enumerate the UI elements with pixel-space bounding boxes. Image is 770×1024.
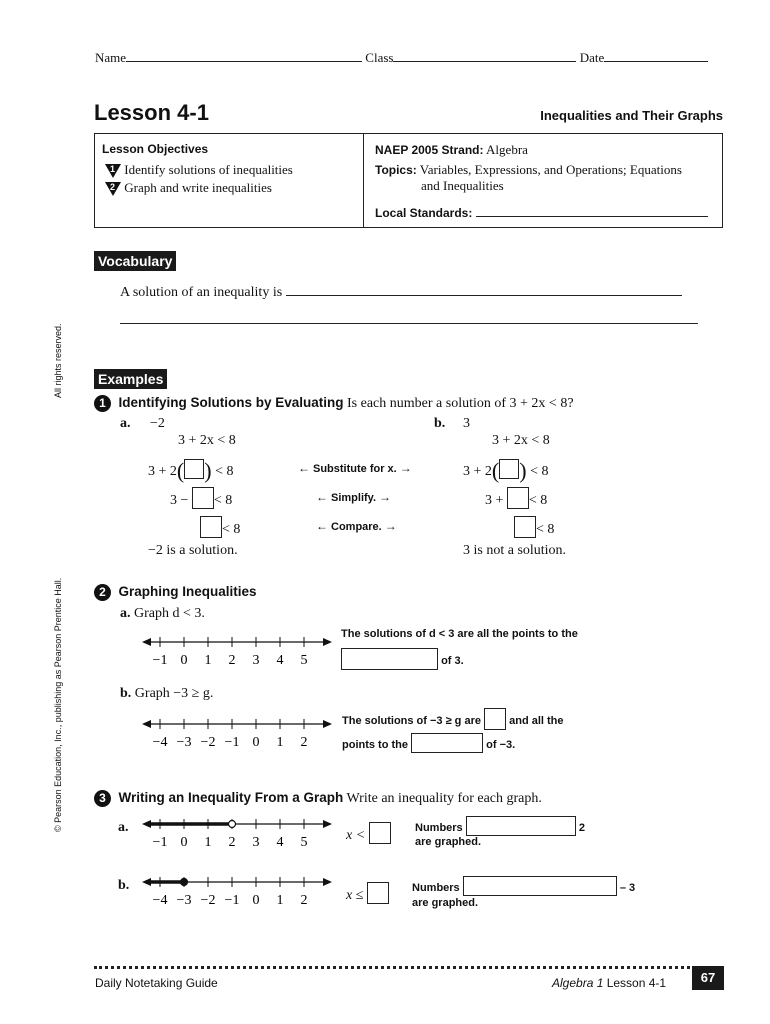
objectives-divider — [363, 134, 364, 227]
tick-label: −2 — [200, 893, 216, 908]
ex3-b-label: b. — [118, 878, 130, 893]
ex1-b-result: 3 is not a solution. — [463, 543, 567, 558]
answer-box[interactable] — [184, 459, 204, 479]
topics: Topics: Variables, Expressions, and Operations; Equations — [375, 162, 682, 177]
vocabulary-label: Vocabulary — [94, 251, 176, 271]
ex1-a-label: a. — [120, 416, 131, 431]
name-label: Name — [95, 50, 127, 65]
answer-box[interactable] — [514, 516, 536, 538]
answer-box[interactable] — [341, 648, 438, 670]
number-line-3b — [138, 874, 338, 910]
step-substitute: ← Substitute for x. → — [298, 461, 412, 475]
ex1-a-result: −2 is a solution. — [148, 543, 238, 558]
answer-box[interactable] — [499, 459, 519, 479]
tick-label: 2 — [300, 893, 308, 908]
step-simplify: ← Simplify. → — [316, 490, 392, 504]
tick-label: −1 — [152, 653, 168, 668]
local-standards: Local Standards: — [375, 205, 708, 221]
objective-1: 1 Identify solutions of inequalities — [105, 162, 293, 178]
tick-label: −1 — [224, 893, 240, 908]
tick-label: 5 — [300, 653, 308, 668]
example-3-heading: 3 Writing an Inequality From a Graph Write an inequality for each graph. — [94, 790, 542, 807]
tick-label: 0 — [252, 893, 260, 908]
ex1-b-label: b. — [434, 416, 446, 431]
tick-label: 2 — [228, 835, 236, 850]
date-field[interactable] — [604, 61, 708, 62]
example-number-icon: 1 — [94, 395, 111, 412]
answer-box[interactable] — [200, 516, 222, 538]
answer-box[interactable] — [466, 816, 576, 836]
tick-label: 2 — [228, 653, 236, 668]
vocabulary-answer-line-1[interactable] — [286, 295, 682, 296]
ex1-b-value: 3 — [463, 416, 470, 431]
objective-2: 2 Graph and write inequalities — [105, 180, 272, 196]
example-2-heading: 2 Graphing Inequalities — [94, 584, 257, 601]
name-field[interactable] — [126, 61, 362, 62]
answer-box[interactable] — [507, 487, 529, 509]
tick-label: 4 — [276, 653, 284, 668]
answer-box[interactable] — [367, 882, 389, 904]
header-fields — [95, 50, 708, 66]
ex1-a-simplify: 3 − < 8 — [170, 487, 232, 509]
ex3-a-numbers: Numbers 2 — [415, 816, 585, 836]
ex1-b-compare: < 8 — [514, 516, 554, 538]
ex3-b-numbers: Numbers – 3 — [412, 876, 635, 896]
page-number: 67 — [692, 966, 724, 990]
ex2-b-solution-text: The solutions of −3 ≥ g are and all the — [342, 708, 564, 730]
ex1-b-substitute: 3 + 2( ) < 8 — [463, 458, 549, 483]
ex1-a-value: −2 — [150, 416, 165, 431]
number-line-3b-graph — [142, 877, 332, 908]
number-line-2b[interactable] — [138, 716, 338, 752]
tick-label: 1 — [204, 653, 212, 668]
ex2-a-solution-line2: of 3. — [341, 648, 464, 670]
class-field[interactable] — [393, 61, 576, 62]
arrow-right-icon — [323, 878, 332, 886]
number-line-2a-graph — [142, 637, 332, 668]
ex1-b-ineq: 3 + 2x < 8 — [492, 433, 550, 448]
ex3-b-ineq: x ≤ — [346, 882, 389, 904]
ex3-a-ineq: x < — [346, 822, 391, 844]
ex3-b-graphed: are graphed. — [412, 897, 479, 909]
vocabulary-prompt: A solution of an inequality is — [120, 285, 682, 301]
date-label: Date — [579, 50, 605, 65]
example-number-icon: 2 — [94, 584, 111, 601]
ex2-a-solution-text: The solutions of d < 3 are all the points to the — [341, 628, 578, 640]
ex2-a-prompt: a. Graph d < 3. — [120, 606, 205, 621]
tick-label: −2 — [200, 735, 216, 750]
example-1-heading: 1 Identifying Solutions by Evaluating Is each number a solution of 3 + 2x < 8? — [94, 395, 574, 412]
tick-label: −4 — [152, 735, 168, 750]
answer-box[interactable] — [463, 876, 617, 896]
answer-box[interactable] — [192, 487, 214, 509]
tick-label: 5 — [300, 835, 308, 850]
examples-label: Examples — [94, 369, 167, 389]
tick-label: −1 — [224, 735, 240, 750]
topics-line-2: and Inequalities — [421, 178, 504, 193]
answer-box[interactable] — [484, 708, 506, 730]
arrow-right-icon — [323, 820, 332, 828]
tick-label: 0 — [180, 835, 188, 850]
tick-label: −1 — [152, 835, 168, 850]
ex2-b-prompt: b. Graph −3 ≥ g. — [120, 686, 214, 701]
tick-label: 1 — [204, 835, 212, 850]
step-compare: ← Compare. → — [316, 519, 397, 533]
answer-box[interactable] — [411, 733, 483, 753]
vocabulary-answer-line-2[interactable] — [120, 323, 698, 324]
lesson-title: Lesson 4-1 — [94, 100, 209, 125]
tick-label: −4 — [152, 893, 168, 908]
arrow-right-icon — [323, 720, 332, 728]
tick-label: 0 — [180, 653, 188, 668]
arrow-right-icon — [323, 638, 332, 646]
answer-box[interactable] — [369, 822, 391, 844]
copyright-text: © Pearson Education, Inc., publishing as Pearson Prentice Hall. — [53, 577, 63, 832]
number-line-3a — [138, 816, 338, 852]
ex1-a-compare: < 8 — [200, 516, 240, 538]
footer-left: Daily Notetaking Guide — [95, 976, 218, 990]
lesson-subtitle: Inequalities and Their Graphs — [540, 108, 723, 123]
open-circle-icon — [229, 821, 236, 828]
local-standards-field[interactable] — [476, 216, 708, 217]
footer-dotted-rule — [94, 966, 690, 969]
tick-label: 3 — [252, 835, 260, 850]
class-label: Class — [365, 50, 394, 65]
arrow-left-icon — [142, 720, 151, 728]
tick-label: −3 — [176, 735, 192, 750]
tick-label: 0 — [252, 735, 260, 750]
ex3-a-label: a. — [118, 820, 129, 835]
ex3-a-graphed: are graphed. — [415, 836, 482, 848]
naep-strand: NAEP 2005 Strand: Algebra — [375, 142, 528, 157]
objectives-box — [94, 133, 723, 228]
closed-circle-icon — [181, 879, 188, 886]
footer-right: Algebra 1 Lesson 4-1 — [552, 976, 667, 990]
ex1-b-simplify: 3 + < 8 — [485, 487, 547, 509]
tick-label: 3 — [252, 653, 260, 668]
objectives-heading: Lesson Objectives — [102, 142, 209, 156]
tick-label: 4 — [276, 835, 284, 850]
tick-label: 2 — [300, 735, 308, 750]
ex1-a-substitute: 3 + 2( ) < 8 — [148, 458, 234, 483]
tick-label: 1 — [276, 893, 284, 908]
tick-label: −3 — [176, 893, 192, 908]
ex1-a-ineq: 3 + 2x < 8 — [178, 433, 236, 448]
number-line-2b-graph — [142, 719, 332, 750]
rights-text: All rights reserved. — [53, 323, 63, 398]
number-line-3a-graph — [142, 819, 332, 850]
objective-number-icon: 1 — [105, 164, 121, 178]
arrow-left-icon — [142, 638, 151, 646]
example-number-icon: 3 — [94, 790, 111, 807]
objective-number-icon: 2 — [105, 182, 121, 196]
ex2-b-solution-line2: points to the of −3. — [342, 733, 515, 753]
number-line-2a[interactable] — [138, 634, 338, 670]
tick-label: 1 — [276, 735, 284, 750]
